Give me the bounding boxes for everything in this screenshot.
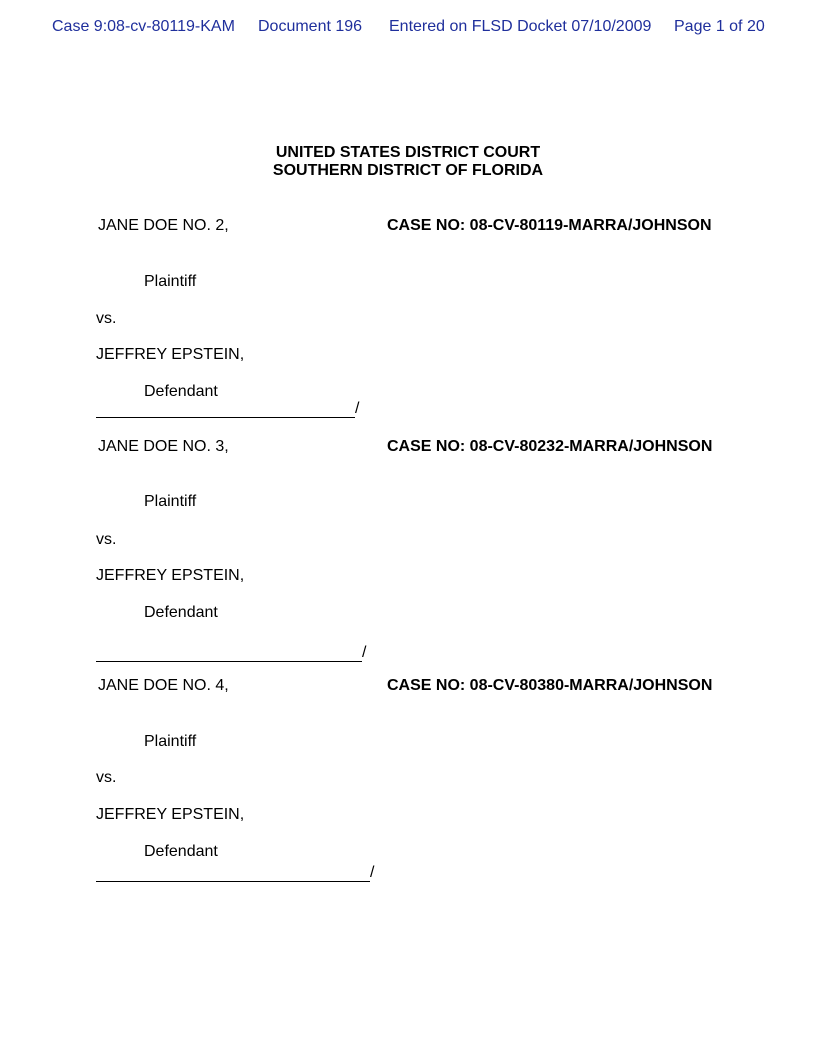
- defendant-label: Defendant: [144, 383, 218, 400]
- defendant-label: Defendant: [144, 843, 218, 860]
- case-number: CASE NO: 08-CV-80232-MARRA/JOHNSON: [387, 438, 713, 455]
- plaintiff-label: Plaintiff: [144, 273, 197, 290]
- divider-slash: /: [355, 400, 360, 417]
- court-district: SOUTHERN DISTRICT OF FLORIDA: [272, 162, 544, 179]
- plaintiff-name: JANE DOE NO. 3,: [98, 438, 229, 455]
- plaintiff-label: Plaintiff: [144, 733, 197, 750]
- caption-divider: [96, 644, 366, 662]
- caption-divider: [96, 400, 359, 418]
- divider-slash: /: [362, 644, 367, 661]
- case-number: CASE NO: 08-CV-80119-MARRA/JOHNSON: [387, 217, 712, 234]
- versus: vs.: [96, 769, 117, 786]
- caption-divider: [96, 864, 374, 882]
- plaintiff-label: Plaintiff: [144, 493, 197, 510]
- defendant-name: JEFFREY EPSTEIN,: [96, 346, 245, 363]
- versus: vs.: [96, 531, 117, 548]
- versus: vs.: [96, 310, 117, 327]
- plaintiff-name: JANE DOE NO. 2,: [98, 217, 229, 234]
- header-case-number: Case 9:08-cv-80119-KAM: [52, 18, 235, 35]
- header-document-number: Document 196: [258, 18, 363, 35]
- defendant-name: JEFFREY EPSTEIN,: [96, 806, 245, 823]
- divider-slash: /: [370, 864, 375, 881]
- defendant-label: Defendant: [144, 604, 218, 621]
- header-entered-date: Entered on FLSD Docket 07/10/2009: [389, 18, 652, 35]
- court-name: UNITED STATES DISTRICT COURT: [275, 144, 541, 161]
- case-number: CASE NO: 08-CV-80380-MARRA/JOHNSON: [387, 677, 713, 694]
- plaintiff-name: JANE DOE NO. 4,: [98, 677, 229, 694]
- defendant-name: JEFFREY EPSTEIN,: [96, 567, 245, 584]
- header-page-count: Page 1 of 20: [674, 18, 765, 35]
